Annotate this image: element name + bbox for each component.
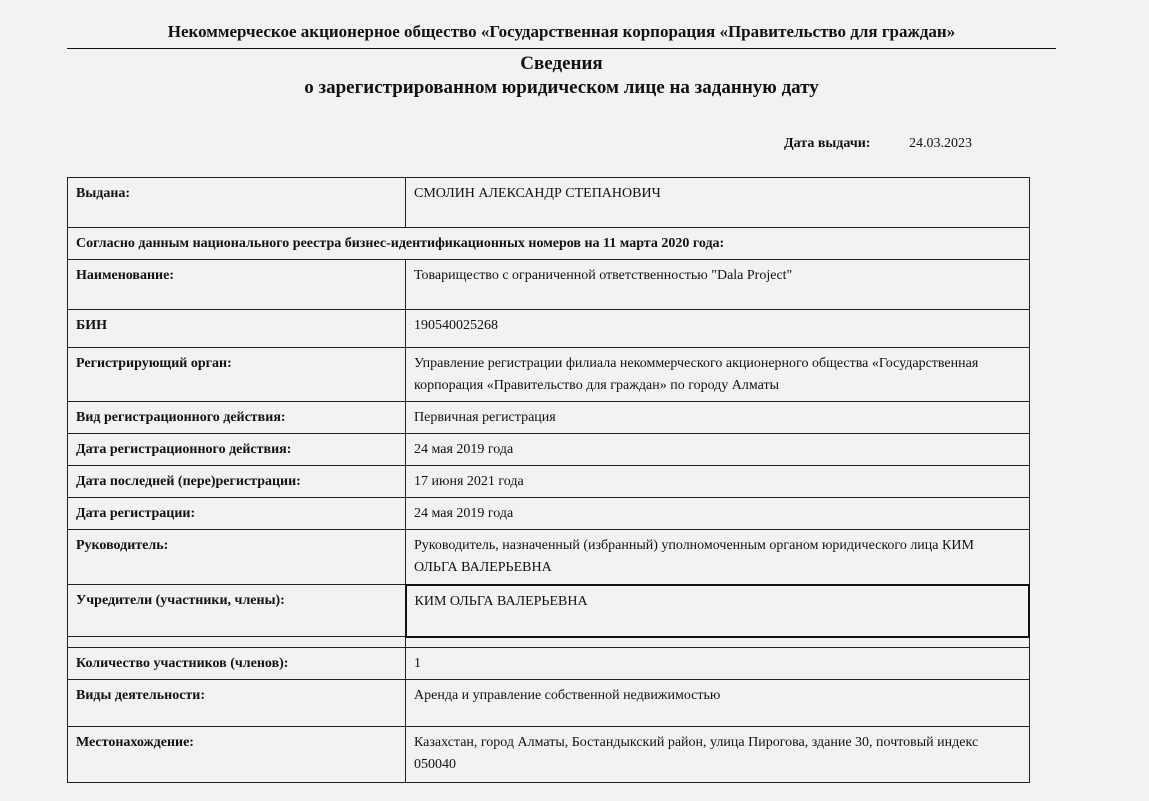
row-label: Количество участников (членов):	[68, 647, 406, 679]
row-value: 24 мая 2019 года	[406, 434, 1030, 466]
row-label: Дата последней (пере)регистрации:	[68, 466, 406, 498]
spacer-cell	[68, 637, 406, 648]
registration-info-table	[67, 177, 1030, 783]
table-row	[68, 679, 1030, 726]
organization-title: Некоммерческое акционерное общество «Государственная корпорация «Правительство для граждан»	[167, 22, 956, 41]
table-row	[68, 498, 1030, 530]
table-row	[68, 260, 1030, 310]
row-label: Наименование:	[68, 260, 406, 310]
table-spacer	[68, 637, 1030, 648]
row-value: 1	[406, 647, 1030, 679]
row-value: Казахстан, город Алматы, Бостандыкский район, улица Пирогова, здание 30, почтовый индекс 050040	[406, 726, 1030, 782]
row-value: Товарищество с ограниченной ответственностью "Dala Project"	[406, 260, 1030, 310]
issued-to-value: СМОЛИН АЛЕКСАНДР СТЕПАНОВИЧ	[406, 178, 1030, 228]
table-row	[68, 585, 1030, 637]
table-row	[68, 310, 1030, 348]
table-row	[68, 348, 1030, 402]
row-value: КИМ ОЛЬГА ВАЛЕРЬЕВНА	[406, 585, 1030, 637]
table-row	[68, 647, 1030, 679]
row-value: Первичная регистрация	[406, 402, 1030, 434]
row-label: Регистрирующий орган:	[68, 348, 406, 402]
document-title	[67, 52, 1056, 100]
document-title-line1: Сведения	[520, 53, 603, 74]
issue-date-label: Дата выдачи:	[784, 136, 871, 151]
issue-date	[784, 135, 972, 153]
table-row	[68, 530, 1030, 585]
title-divider	[67, 48, 1056, 49]
registry-note: Согласно данным национального реестра бизнес-идентификационных номеров на 11 марта 2020 года:	[68, 228, 1030, 260]
document-title-line2: о зарегистрированном юридическом лице на заданную дату	[304, 77, 819, 98]
table-row	[68, 228, 1030, 260]
row-label: Виды деятельности:	[68, 679, 406, 726]
row-value: Аренда и управление собственной недвижимостью	[406, 679, 1030, 726]
row-label: Вид регистрационного действия:	[68, 402, 406, 434]
spacer-cell	[406, 637, 1030, 648]
row-value: 17 июня 2021 года	[406, 466, 1030, 498]
row-value: 190540025268	[406, 310, 1030, 348]
issued-to-label: Выдана:	[68, 178, 406, 228]
table-row	[68, 726, 1030, 782]
table-row	[68, 466, 1030, 498]
row-label: Дата регистрационного действия:	[68, 434, 406, 466]
table-row	[68, 402, 1030, 434]
row-value: Руководитель, назначенный (избранный) уполномоченным органом юридического лица КИМ ОЛЬГА ВАЛЕРЬЕВНА	[406, 530, 1030, 585]
row-value: 24 мая 2019 года	[406, 498, 1030, 530]
row-label: Учредители (участники, члены):	[68, 585, 406, 637]
table-row	[68, 178, 1030, 228]
row-label: БИН	[68, 310, 406, 348]
issue-date-value: 24.03.2023	[909, 136, 972, 151]
table-row	[68, 434, 1030, 466]
row-label: Местонахождение:	[68, 726, 406, 782]
row-value: Управление регистрации филиала некоммерческого акционерного общества «Государственная корпорация «Правительство для граждан» по городу Алматы	[406, 348, 1030, 402]
row-label: Дата регистрации:	[68, 498, 406, 530]
row-label: Руководитель:	[68, 530, 406, 585]
